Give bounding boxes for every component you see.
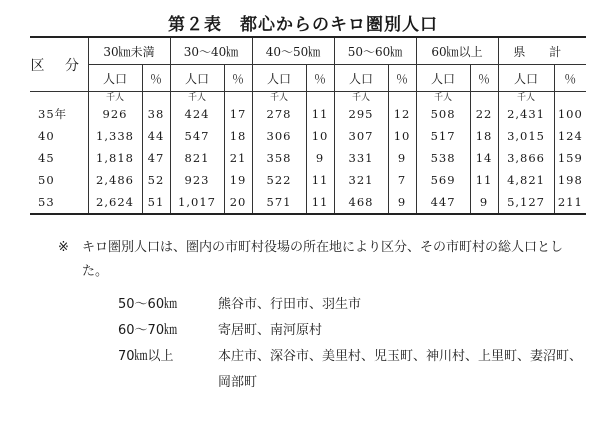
pct-cell: 11	[306, 191, 334, 214]
pct-cell: 14	[470, 147, 498, 169]
pop-header: 人口	[88, 65, 142, 92]
zone-header: 40～50㎞	[252, 37, 334, 65]
table-title-text: 都心からのキロ圏別人口	[240, 15, 438, 35]
pct-cell: 9	[470, 191, 498, 214]
pop-cell: 538	[416, 147, 470, 169]
pop-cell: 321	[334, 169, 388, 191]
pct-cell: 11	[470, 169, 498, 191]
pop-cell: 306	[252, 125, 306, 147]
row-year: 50	[38, 173, 55, 187]
notes	[58, 236, 588, 284]
pop-cell: 926	[88, 103, 142, 125]
unit-label: 千人	[416, 92, 470, 104]
unit-label: 千人	[334, 92, 388, 104]
area-towns: 本庄市、深谷市、美里村、児玉町、神川村、上里町、妻沼町、岡部町	[218, 349, 583, 390]
area-row	[118, 344, 588, 396]
row-year: 40	[38, 129, 55, 143]
pct-cell: 18	[470, 125, 498, 147]
table-title	[0, 10, 606, 35]
pct-cell: 20	[224, 191, 252, 214]
pct-cell: 44	[142, 125, 170, 147]
pct-cell: 100	[554, 103, 586, 125]
pop-cell: 1,017	[170, 191, 224, 214]
unit-label: 千人	[170, 92, 224, 104]
pct-header: ％	[224, 65, 252, 92]
pop-cell: 358	[252, 147, 306, 169]
pct-header: ％	[554, 65, 586, 92]
area-towns: 熊谷市、行田市、羽生市	[218, 297, 362, 312]
pct-cell: 211	[554, 191, 586, 214]
pop-cell: 2,431	[498, 103, 554, 125]
pct-cell: 19	[224, 169, 252, 191]
pop-cell: 468	[334, 191, 388, 214]
pop-header: 人口	[498, 65, 554, 92]
pop-cell: 2,624	[88, 191, 142, 214]
pop-cell: 424	[170, 103, 224, 125]
pct-cell: 47	[142, 147, 170, 169]
row-year: 35年	[38, 107, 68, 121]
pop-cell: 522	[252, 169, 306, 191]
pop-cell: 923	[170, 169, 224, 191]
row-year: 53	[38, 195, 55, 209]
pop-header: 人口	[334, 65, 388, 92]
pop-cell: 569	[416, 169, 470, 191]
pop-header: 人口	[252, 65, 306, 92]
note-main	[58, 236, 588, 284]
zone-header: 60㎞以上	[416, 37, 498, 65]
pop-cell: 4,821	[498, 169, 554, 191]
pct-cell: 11	[306, 169, 334, 191]
zone-header: 30㎞未満	[88, 37, 170, 65]
pct-cell: 38	[142, 103, 170, 125]
pop-cell: 3,015	[498, 125, 554, 147]
note-text: キロ圏別人口は、圏内の市町村役場の所在地により区分、その市町村の総人口とした。	[82, 240, 564, 279]
table-row	[30, 147, 586, 169]
pct-cell: 9	[388, 147, 416, 169]
pct-cell: 17	[224, 103, 252, 125]
pct-header: ％	[142, 65, 170, 92]
table-row	[30, 125, 586, 147]
table-row	[30, 103, 586, 125]
unit-label: 千人	[252, 92, 306, 104]
pct-cell: 9	[388, 191, 416, 214]
area-towns: 寄居町、南河原村	[218, 323, 323, 338]
kubun-header: 区 分	[30, 37, 88, 92]
area-range: 70㎞以上	[118, 349, 174, 364]
area-list	[118, 292, 588, 396]
area-range: 60～70㎞	[118, 323, 178, 338]
pct-cell: 52	[142, 169, 170, 191]
pop-cell: 295	[334, 103, 388, 125]
pct-cell: 12	[388, 103, 416, 125]
pop-cell: 547	[170, 125, 224, 147]
pop-cell: 571	[252, 191, 306, 214]
pct-cell: 124	[554, 125, 586, 147]
pop-cell: 3,866	[498, 147, 554, 169]
pct-header: ％	[388, 65, 416, 92]
pop-cell: 2,486	[88, 169, 142, 191]
pct-cell: 10	[388, 125, 416, 147]
pct-cell: 7	[388, 169, 416, 191]
pop-cell: 1,818	[88, 147, 142, 169]
unit-row	[30, 92, 586, 104]
unit-label: 千人	[498, 92, 554, 104]
pop-cell: 307	[334, 125, 388, 147]
pop-cell: 517	[416, 125, 470, 147]
pop-header: 人口	[170, 65, 224, 92]
pct-cell: 198	[554, 169, 586, 191]
pop-cell: 5,127	[498, 191, 554, 214]
pop-cell: 821	[170, 147, 224, 169]
pct-cell: 21	[224, 147, 252, 169]
pct-cell: 51	[142, 191, 170, 214]
table-row	[30, 169, 586, 191]
pop-cell: 1,338	[88, 125, 142, 147]
pct-cell: 159	[554, 147, 586, 169]
zone-header: 50～60㎞	[334, 37, 416, 65]
row-year: 45	[38, 151, 55, 165]
pct-cell: 10	[306, 125, 334, 147]
pop-cell: 278	[252, 103, 306, 125]
zone-header: 30～40㎞	[170, 37, 252, 65]
pct-cell: 22	[470, 103, 498, 125]
pct-cell: 11	[306, 103, 334, 125]
pop-cell: 331	[334, 147, 388, 169]
unit-label: 千人	[88, 92, 142, 104]
zone-header-row	[30, 37, 586, 65]
table-row	[30, 191, 586, 214]
pop-cell: 447	[416, 191, 470, 214]
pct-cell: 9	[306, 147, 334, 169]
note-mark: ※	[58, 240, 69, 255]
pct-cell: 18	[224, 125, 252, 147]
area-row	[118, 318, 588, 344]
table-number: 第２表	[168, 15, 222, 35]
zone-header: 県 計	[498, 37, 586, 65]
area-row	[118, 292, 588, 318]
pct-header: ％	[470, 65, 498, 92]
area-range: 50～60㎞	[118, 297, 178, 312]
population-table	[30, 36, 586, 215]
pop-header: 人口	[416, 65, 470, 92]
pct-header: ％	[306, 65, 334, 92]
pop-cell: 508	[416, 103, 470, 125]
subheader-row	[30, 65, 586, 92]
